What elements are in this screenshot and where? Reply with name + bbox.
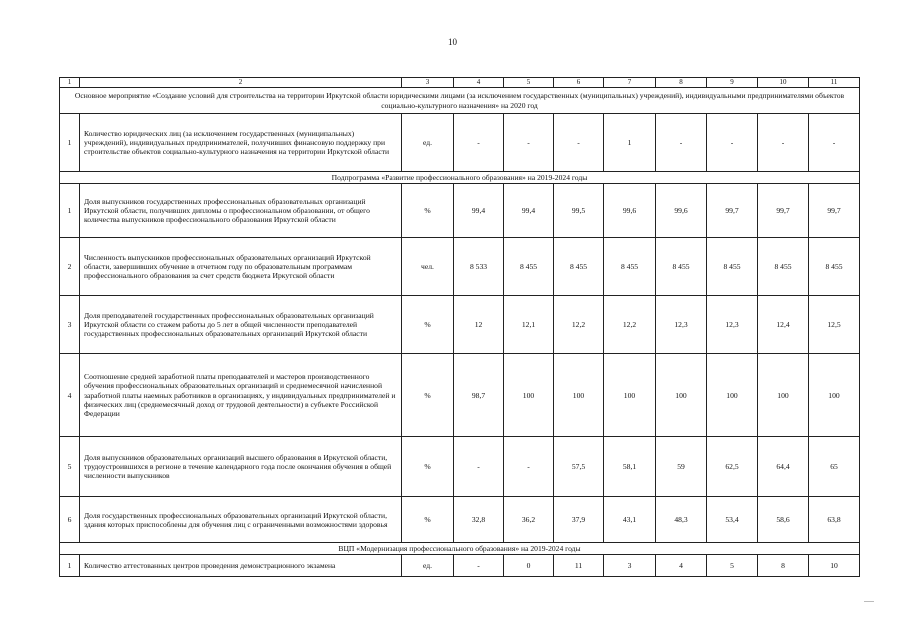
value-cell: 53,4: [707, 497, 758, 543]
value-cell: 100: [504, 354, 554, 437]
row-number: 5: [60, 437, 80, 497]
value-cell: 12,3: [656, 296, 707, 354]
row-number: 4: [60, 354, 80, 437]
indicator-name: Количество аттестованных центров проведения демонстрационного экзамена: [80, 555, 402, 577]
value-cell: 64,4: [758, 437, 809, 497]
value-cell: 62,5: [707, 437, 758, 497]
indicator-name: Численность выпускников профессиональных образовательных организаций Иркутской области, завершивших обучение в отчетном году по образовательным программам профессионального образования за счет средств бюджета Иркутской области: [80, 238, 402, 296]
value-cell: 8 455: [758, 238, 809, 296]
indicator-name: Доля преподавателей государственных профессиональных образовательных организаций Иркутской области со стажем работы до 5 лет в общей численности преподавателей государственных профессиональных образовательных организаций Иркутской области: [80, 296, 402, 354]
value-cell: 37,9: [554, 497, 604, 543]
column-number: 1: [60, 78, 80, 88]
table-row: [60, 354, 860, 437]
unit-cell: %: [402, 354, 454, 437]
value-cell: 11: [554, 555, 604, 577]
column-number: 11: [809, 78, 860, 88]
column-number: 10: [758, 78, 809, 88]
indicator-name: Доля выпускников государственных профессиональных образовательных организаций Иркутской области, получивших дипломы о профессиональном образовании, от общего количества выпускников профессионального образования Иркутской области: [80, 184, 402, 238]
row-number: 6: [60, 497, 80, 543]
value-cell: -: [504, 114, 554, 172]
unit-cell: %: [402, 497, 454, 543]
table-row: [60, 296, 860, 354]
value-cell: 8 455: [504, 238, 554, 296]
column-number-row: [60, 78, 860, 88]
value-cell: -: [504, 437, 554, 497]
value-cell: 100: [554, 354, 604, 437]
value-cell: 100: [604, 354, 656, 437]
value-cell: 12,2: [604, 296, 656, 354]
value-cell: 58,6: [758, 497, 809, 543]
row-number: 1: [60, 114, 80, 172]
section-title: Основное мероприятие «Создание условий для строительства на территории Иркутской области юридическими лицами (за исключением государственных (муниципальных) учреждений), индивидуальными предпринимателями объектов социально-культурного назначения» на 2020 год: [60, 88, 860, 114]
section-header-row: [60, 543, 860, 555]
value-cell: -: [454, 114, 504, 172]
indicator-name: Доля выпускников образовательных организаций высшего образования в Иркутской области, трудоустроившихся в регионе в течение календарного года после окончания обучения в общей численности выпускников: [80, 437, 402, 497]
value-cell: 8 455: [656, 238, 707, 296]
value-cell: 0: [504, 555, 554, 577]
value-cell: 58,1: [604, 437, 656, 497]
value-cell: 12,4: [758, 296, 809, 354]
row-number: 1: [60, 555, 80, 577]
table-body: [60, 78, 860, 577]
value-cell: 99,4: [454, 184, 504, 238]
value-cell: 99,5: [554, 184, 604, 238]
unit-cell: %: [402, 296, 454, 354]
indicator-name: Доля государственных профессиональных образовательных организаций Иркутской области, здания которых приспособлены для обучения лиц с ограниченными возможностями здоровья: [80, 497, 402, 543]
column-number: 2: [80, 78, 402, 88]
value-cell: 43,1: [604, 497, 656, 543]
column-number: 5: [504, 78, 554, 88]
indicators-table: [59, 77, 860, 577]
column-number: 9: [707, 78, 758, 88]
column-number: 6: [554, 78, 604, 88]
value-cell: -: [707, 114, 758, 172]
column-number: 7: [604, 78, 656, 88]
row-number: 3: [60, 296, 80, 354]
unit-cell: чел.: [402, 238, 454, 296]
unit-cell: ед.: [402, 114, 454, 172]
value-cell: 99,4: [504, 184, 554, 238]
value-cell: 3: [604, 555, 656, 577]
value-cell: 12,5: [809, 296, 860, 354]
value-cell: 32,8: [454, 497, 504, 543]
section-title: ВЦП «Модернизация профессионального образования» на 2019-2024 годы: [60, 543, 860, 555]
value-cell: 100: [809, 354, 860, 437]
value-cell: 12,1: [504, 296, 554, 354]
value-cell: 99,7: [707, 184, 758, 238]
value-cell: 100: [707, 354, 758, 437]
value-cell: 99,7: [809, 184, 860, 238]
section-title: Подпрограмма «Развитие профессионального образования» на 2019-2024 годы: [60, 172, 860, 184]
value-cell: 98,7: [454, 354, 504, 437]
unit-cell: ед.: [402, 555, 454, 577]
value-cell: 99,6: [656, 184, 707, 238]
column-number: 8: [656, 78, 707, 88]
value-cell: -: [656, 114, 707, 172]
page-number: 10: [448, 37, 457, 47]
value-cell: 8 455: [809, 238, 860, 296]
value-cell: -: [554, 114, 604, 172]
value-cell: 8: [758, 555, 809, 577]
table-row: [60, 497, 860, 543]
row-number: 2: [60, 238, 80, 296]
section-header-row: [60, 88, 860, 114]
value-cell: -: [809, 114, 860, 172]
value-cell: 12,3: [707, 296, 758, 354]
value-cell: 4: [656, 555, 707, 577]
value-cell: 12: [454, 296, 504, 354]
value-cell: 12,2: [554, 296, 604, 354]
table-row: [60, 114, 860, 172]
value-cell: 100: [758, 354, 809, 437]
value-cell: 59: [656, 437, 707, 497]
table-row: [60, 437, 860, 497]
value-cell: -: [454, 437, 504, 497]
value-cell: 8 455: [604, 238, 656, 296]
value-cell: 36,2: [504, 497, 554, 543]
value-cell: 99,6: [604, 184, 656, 238]
scan-mark: [864, 601, 874, 602]
column-number: 3: [402, 78, 454, 88]
table-row: [60, 184, 860, 238]
row-number: 1: [60, 184, 80, 238]
value-cell: 63,8: [809, 497, 860, 543]
unit-cell: %: [402, 184, 454, 238]
value-cell: 57,5: [554, 437, 604, 497]
value-cell: 10: [809, 555, 860, 577]
value-cell: 8 533: [454, 238, 504, 296]
unit-cell: %: [402, 437, 454, 497]
value-cell: 5: [707, 555, 758, 577]
value-cell: 99,7: [758, 184, 809, 238]
value-cell: -: [758, 114, 809, 172]
value-cell: 1: [604, 114, 656, 172]
value-cell: 48,3: [656, 497, 707, 543]
value-cell: 8 455: [554, 238, 604, 296]
value-cell: -: [454, 555, 504, 577]
section-header-row: [60, 172, 860, 184]
column-number: 4: [454, 78, 504, 88]
value-cell: 100: [656, 354, 707, 437]
indicator-name: Соотношение средней заработной платы преподавателей и мастеров производственного обучения профессиональных образовательных организаций и среднемесячной начисленной заработной платы наемных работников в организациях, у индивидуальных предпринимателей и физических лиц (среднемесячный доход от трудовой деятельности) в субъекте Российской Федерации: [80, 354, 402, 437]
table-row: [60, 238, 860, 296]
table-row: [60, 555, 860, 577]
indicator-name: Количество юридических лиц (за исключением государственных (муниципальных) учреждений), индивидуальных предпринимателей, получивших финансовую поддержку при строительстве объектов социально-культурного назначения на территории Иркутской области: [80, 114, 402, 172]
value-cell: 65: [809, 437, 860, 497]
value-cell: 8 455: [707, 238, 758, 296]
